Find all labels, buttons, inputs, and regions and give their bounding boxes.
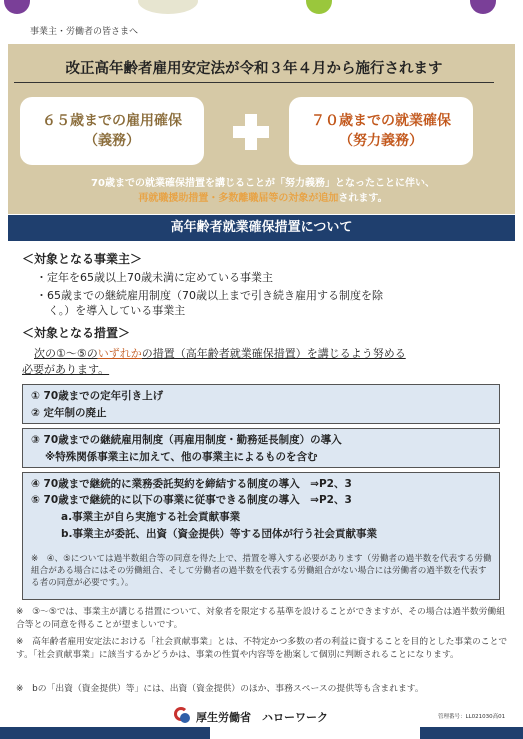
banner-note — [14, 176, 512, 206]
target-employer-item: ・65歳までの継続雇用制度（70歳以上まで引き続き雇用する制度を除 — [36, 289, 383, 302]
measure-4: ④ 70歳まで継続的に業務委託契約を締結する制度の導入 ⇒P2、3 — [31, 478, 352, 490]
measure-box-3 — [22, 428, 500, 468]
footnote-3: ※ bの「出資（資金提供）等」には、出資（資金提供）のほか、事務スペースの提供等も含まれます。 — [16, 684, 424, 694]
footnote-2: ※ 高年齢者雇用安定法における「社会貢献事業」とは、不特定かつ多数の者の利益に資することを目的とした事業のことです。「社会貢献事業」に該当するかどうかは、事業の性質や内容等を勘案して個別に判断されることになります。 — [16, 637, 508, 660]
measure-5: ⑤ 70歳まで継続的に以下の事業に従事できる制度の導入 ⇒P2、3 — [31, 494, 352, 506]
section-title: 高年齢者就業確保措置について — [8, 215, 515, 241]
banner-note-c: されます。 — [338, 193, 388, 204]
measure-4-5-note: ※ ④、⑤については過半数組合等の同意を得た上で、措置を導入する必要があります（労働者の過半数を代表する労働組合がある場合にはその労働組合、そして労働者の過半数を代表する労働組合がない場合には労働者の過半数を代表する者の同意が必要です。）。 — [31, 554, 492, 588]
measure-5a: a.事業主が自ら実施する社会貢献事業 — [61, 511, 241, 523]
beige-circle-decoration — [138, 0, 198, 14]
measure-box-4-5 — [22, 472, 500, 600]
work-until-70-box — [289, 97, 473, 165]
pill-subtitle: （努力義務） — [339, 133, 423, 149]
target-employers-heading: ＜対象となる事業主＞ — [22, 252, 143, 266]
measure-5b: b.事業主が委託、出資（資金提供）等する団体が行う社会貢献事業 — [61, 528, 378, 540]
measure-3: ③ 70歳までの継続雇用制度（再雇用制度・勤務延長制度）の導入 — [31, 434, 342, 446]
purple-circle-decoration — [4, 0, 30, 14]
audience-label: 事業主・労働者の皆さまへ — [30, 27, 139, 37]
pill-title: ７０歳までの就業確保 — [311, 113, 451, 129]
footnote-1: ※ ③～⑤では、事業主が講じる措置について、対象者を限定する基準を設けることができますが、その場合は過半数労働組合等との同意を得ることが望ましいです。 — [16, 607, 506, 630]
target-measures-heading: ＜対象となる措置＞ — [22, 326, 131, 340]
intro-text: 必要があります。 — [22, 363, 110, 376]
measure-2: ② 定年制の廃止 — [31, 407, 107, 419]
intro-text: 次の①～⑤の — [34, 347, 98, 360]
top-decoration — [0, 0, 523, 20]
plus-icon — [233, 114, 269, 150]
measure-1: ① 70歳までの定年引き上げ — [31, 390, 164, 402]
mhlw-logo-icon — [174, 707, 192, 725]
target-employer-item-cont: く。）を導入している事業主 — [48, 304, 186, 317]
target-employer-item: ・定年を65歳以上70歳未満に定めている事業主 — [36, 271, 273, 284]
banner-note-highlight: 再就職援助措置・多数離職届等の対象が追加 — [138, 193, 339, 204]
organization-name: 厚生労働省 ハローワーク — [196, 711, 328, 724]
pill-subtitle: （義務） — [84, 133, 140, 149]
banner-note-a: 70歳までの就業確保措置を講じることが「努力義務」となったことに伴い、 — [91, 178, 435, 189]
intro-text: の措置（高年齢者就業確保措置）を講じるよう努める — [141, 347, 406, 360]
headline: 改正高年齢者雇用安定法が令和３年４月から施行されます — [14, 55, 494, 83]
purple-circle-decoration — [470, 0, 496, 14]
measure-3-note: ※特殊関係事業主に加えて、他の事業主によるものを含む — [45, 451, 318, 463]
measures-intro — [22, 346, 512, 378]
green-circle-decoration — [306, 0, 332, 14]
intro-highlight: いずれか — [97, 347, 142, 360]
employment-until-65-box — [20, 97, 204, 165]
management-number: 管理番号：LL021030高01 — [438, 714, 506, 720]
pill-title: ６５歳までの雇用確保 — [42, 113, 182, 129]
bottom-decoration — [0, 727, 523, 739]
measure-box-1-2 — [22, 384, 500, 424]
